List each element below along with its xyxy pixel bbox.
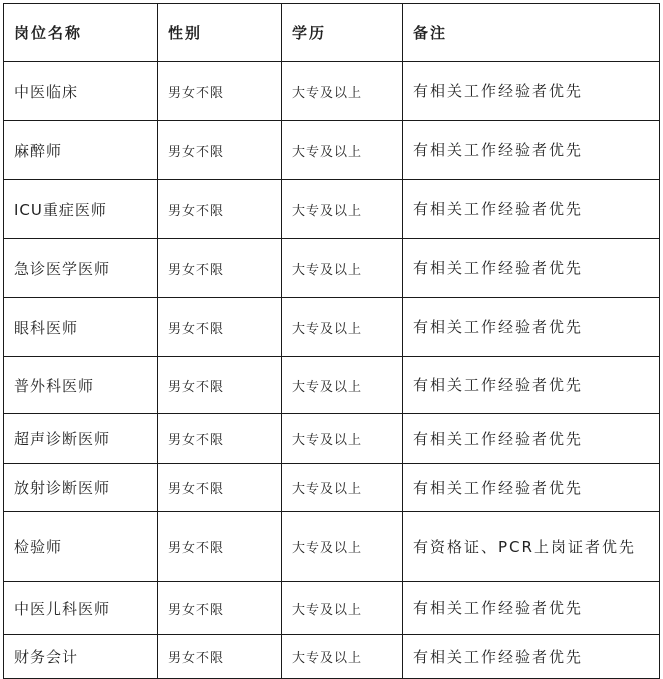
cell-gender: 男女不限	[158, 512, 282, 582]
table-row	[4, 464, 660, 512]
table-row	[4, 62, 660, 121]
cell-gender: 男女不限	[158, 635, 282, 679]
cell-position-name: 中医临床	[4, 62, 158, 121]
cell-note: 有相关工作经验者优先	[403, 180, 660, 239]
cell-note: 有资格证、PCR上岗证者优先	[403, 512, 660, 582]
cell-position-name: 财务会计	[4, 635, 158, 679]
cell-gender: 男女不限	[158, 298, 282, 357]
table-row	[4, 512, 660, 582]
cell-gender: 男女不限	[158, 464, 282, 512]
cell-note: 有相关工作经验者优先	[403, 635, 660, 679]
cell-education: 大专及以上	[282, 512, 403, 582]
cell-education: 大专及以上	[282, 414, 403, 464]
table-row	[4, 298, 660, 357]
table-row	[4, 414, 660, 464]
cell-position-name: 超声诊断医师	[4, 414, 158, 464]
cell-education: 大专及以上	[282, 62, 403, 121]
cell-education: 大专及以上	[282, 464, 403, 512]
cell-note: 有相关工作经验者优先	[403, 298, 660, 357]
cell-education: 大专及以上	[282, 357, 403, 414]
cell-note: 有相关工作经验者优先	[403, 121, 660, 180]
cell-note: 有相关工作经验者优先	[403, 414, 660, 464]
cell-gender: 男女不限	[158, 180, 282, 239]
cell-education: 大专及以上	[282, 298, 403, 357]
cell-position-name: 中医儿科医师	[4, 582, 158, 635]
cell-gender: 男女不限	[158, 62, 282, 121]
cell-position-name: 检验师	[4, 512, 158, 582]
table-row	[4, 635, 660, 679]
cell-gender: 男女不限	[158, 121, 282, 180]
cell-education: 大专及以上	[282, 180, 403, 239]
table-row	[4, 357, 660, 414]
cell-position-name: 放射诊断医师	[4, 464, 158, 512]
cell-note: 有相关工作经验者优先	[403, 357, 660, 414]
cell-position-name: 麻醉师	[4, 121, 158, 180]
cell-education: 大专及以上	[282, 121, 403, 180]
table-header-row	[4, 4, 660, 62]
header-position-name: 岗位名称	[4, 4, 158, 62]
cell-position-name: 眼科医师	[4, 298, 158, 357]
recruitment-table-container	[3, 3, 660, 679]
header-gender: 性别	[158, 4, 282, 62]
cell-gender: 男女不限	[158, 239, 282, 298]
cell-note: 有相关工作经验者优先	[403, 239, 660, 298]
cell-education: 大专及以上	[282, 635, 403, 679]
header-education: 学历	[282, 4, 403, 62]
cell-note: 有相关工作经验者优先	[403, 62, 660, 121]
header-note: 备注	[403, 4, 660, 62]
cell-education: 大专及以上	[282, 239, 403, 298]
table-row	[4, 582, 660, 635]
cell-note: 有相关工作经验者优先	[403, 582, 660, 635]
cell-gender: 男女不限	[158, 357, 282, 414]
cell-position-name: ICU重症医师	[4, 180, 158, 239]
table-row	[4, 239, 660, 298]
recruitment-table	[3, 3, 660, 679]
cell-education: 大专及以上	[282, 582, 403, 635]
cell-gender: 男女不限	[158, 414, 282, 464]
cell-gender: 男女不限	[158, 582, 282, 635]
cell-position-name: 急诊医学医师	[4, 239, 158, 298]
cell-position-name: 普外科医师	[4, 357, 158, 414]
cell-note: 有相关工作经验者优先	[403, 464, 660, 512]
table-row	[4, 180, 660, 239]
table-row	[4, 121, 660, 180]
